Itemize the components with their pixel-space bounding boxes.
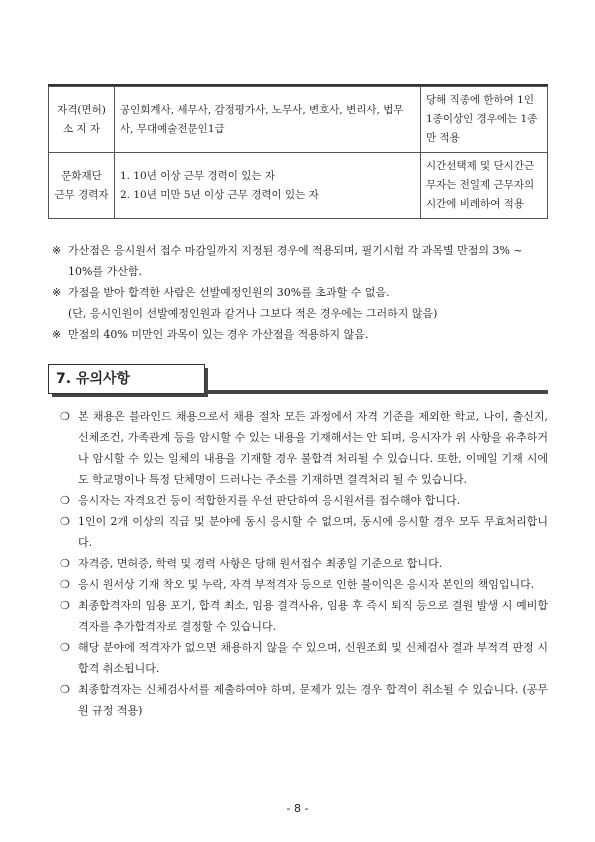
list-item-text: 1인이 2개 이상의 직급 및 분야에 동시 응시할 수 없으며, 동시에 응시할 경우 모두 무효처리합니다.	[78, 515, 548, 549]
list-item	[60, 637, 548, 679]
list-item	[60, 406, 548, 490]
table-cell-description: 1. 10년 이상 근무 경력이 있는 자 2. 10년 미만 5년 이상 근무 경력이 있는 자	[115, 153, 421, 219]
list-item-text: 본 채용은 블라인드 채용으로서 채용 절차 모든 과정에서 자격 기준을 제외한 학교, 나이, 출신지, 신체조건, 가족관계 등을 암시할 수 있는 내용을 기재해서는 안 되며, 응시자가 위 사항을 유추하거나 암시할 수 있는 일체의 내용을 기재할 경우 불합격 처리될 수 있습니다. 또한, 이메일 기재 시에도 학교명이나 특정 단체명이 드러나는 주소를 기재하면 결격처리 될 수 있습니다.	[78, 410, 548, 486]
list-item	[60, 511, 548, 553]
list-item	[60, 574, 548, 595]
footnotes	[52, 240, 548, 345]
list-item-text: 응시자는 자격요건 등이 적합한지를 우선 판단하여 응시원서를 접수해야 합니다.	[78, 494, 461, 507]
footnote-text: 만점의 40% 미만인 과목이 있는 경우 가산점을 적용하지 않음.	[68, 328, 369, 341]
circle-bullet-icon: ❍	[60, 599, 70, 612]
bonus-points-table	[48, 86, 548, 219]
list-item-text: 해당 분야에 적격자가 없으면 채용하지 않을 수 있으며, 신원조회 및 신체검사 결과 부적격 판정 시 합격 취소됩니다.	[78, 641, 548, 675]
circle-bullet-icon: ❍	[60, 410, 70, 423]
notice-list	[60, 406, 548, 721]
footnote-text: 가산점은 응시원서 접수 마감일까지 지정된 경우에 적용되며, 필기시험 각 과목별 만점의 3% ~ 10%를 가산함.	[68, 244, 523, 278]
table-row-header: 자격(면허) 소 지 자	[49, 87, 115, 153]
reference-mark-icon: ※	[52, 244, 62, 257]
reference-mark-icon: ※	[52, 328, 62, 341]
list-item-text: 최종합격자의 임용 포기, 합격 최소, 임용 결격사유, 임용 후 즉시 퇴직 등으로 결원 발생 시 예비합격자를 추가합격자로 결정할 수 있습니다.	[78, 599, 548, 633]
section-heading	[48, 364, 548, 400]
footnote-continuation: (단, 응시인원이 선발예정인원과 같거나 그보다 적은 경우에는 그러하지 않음)	[68, 307, 438, 320]
table-cell-note: 당해 직종에 한하여 1인 1종이상인 경우에는 1종만 적용	[421, 87, 548, 153]
list-item	[60, 595, 548, 637]
footnote-text: 가점을 받아 합격한 사람은 선발예정인원의 30%를 초과할 수 없음.	[68, 286, 390, 299]
table-row	[49, 87, 548, 153]
footnote	[52, 282, 548, 303]
table-cell-note: 시간선택제 및 단시간근무자는 전일제 근무자의 시간에 비례하여 적용	[421, 153, 548, 219]
circle-bullet-icon: ❍	[60, 578, 70, 591]
circle-bullet-icon: ❍	[60, 557, 70, 570]
list-item-text: 자격증, 면허증, 학력 및 경력 사항은 당해 원서접수 최종일 기준으로 합니다.	[78, 557, 443, 570]
footnote	[52, 324, 548, 345]
table-row-header: 문화재단 근무 경력자	[49, 153, 115, 219]
section-title: 7. 유의사항	[56, 371, 131, 387]
list-item-text: 응시 원서상 기재 착오 및 누락, 자격 부적격자 등으로 인한 불이익은 응시자 본인의 책임입니다.	[78, 578, 535, 591]
list-item	[60, 490, 548, 511]
page-number: - 8 -	[286, 802, 309, 815]
list-item	[60, 553, 548, 574]
table-cell-description: 공인회계사, 세무사, 감정평가사, 노무사, 변호사, 변리사, 법무사, 무대예술전문인1급	[115, 87, 421, 153]
list-item-text: 최종합격자는 신체검사서를 제출하여야 하며, 문제가 있는 경우 합격이 취소될 수 있습니다. (공무원 규정 적용)	[78, 683, 548, 717]
list-item	[60, 679, 548, 721]
circle-bullet-icon: ❍	[60, 641, 70, 654]
reference-mark-icon: ※	[52, 286, 62, 299]
table-row	[49, 153, 548, 219]
circle-bullet-icon: ❍	[60, 494, 70, 507]
circle-bullet-icon: ❍	[60, 515, 70, 528]
heading-underline	[203, 390, 548, 394]
circle-bullet-icon: ❍	[60, 683, 70, 696]
footnote	[52, 240, 548, 282]
